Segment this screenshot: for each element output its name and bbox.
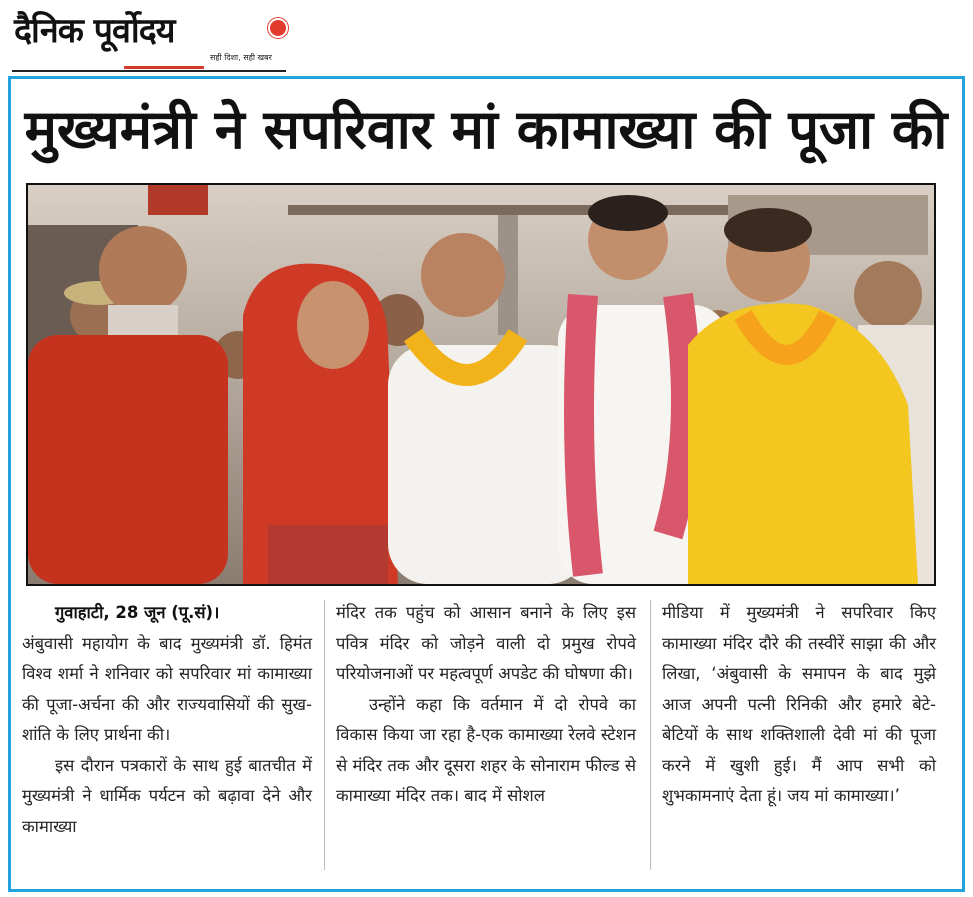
masthead-accent-line [124, 66, 204, 69]
news-photo-icon [28, 185, 934, 584]
paragraph: अंबुवासी महायोग के बाद मुख्यमंत्री डॉ. हिमंत विश्व शर्मा ने शनिवार को सपरिवार मां कामाख्या की पूजा-अर्चना की और राज्यवासियों की सुख-शांति के लिए प्रार्थना की। [22, 633, 312, 744]
paragraph: इस दौरान पत्रकारों के साथ हुई बातचीत में मुख्यमंत्री ने धार्मिक पर्यटन को बढ़ावा देने और कामाख्या [22, 755, 312, 836]
article-column-2 [336, 598, 636, 812]
paragraph: मीडिया में मुख्यमंत्री ने सपरिवार किए कामाख्या मंदिर दौरे की तस्वीरें साझा की और लिखा, ‘अंबुवासी के समापन के बाद मुझे आज अपनी पत्नी रिनिकी और हमारे बेटे-बेटियों के साथ शक्तिशाली देवी मां की पूजा करने में खुशी हुई। मैं आप सभी को शुभकामनाएं देता हूं। जय मां कामाख्या।’ [662, 603, 936, 805]
column-divider [650, 600, 651, 870]
paragraph: उन्होंने कहा कि वर्तमान में दो रोपवे का विकास किया जा रहा है-एक कामाख्या रेलवे स्टेशन से मंदिर तक और दूसरा शहर के सोनाराम फील्ड से कामाख्या मंदिर तक। बाद में सोशल [336, 694, 636, 805]
column-divider [324, 600, 325, 870]
dateline-text: गुवाहाटी, 28 जून (पू.सं)। [55, 603, 220, 622]
paragraph: मंदिर तक पहुंच को आसान बनाने के लिए इस पवित्र मंदिर को जोड़ने वाली दो प्रमुख रोपवे परियोजनाओं पर महत्वपूर्ण अपडेट की घोषणा की। [336, 603, 636, 683]
article-column-3 [662, 598, 936, 812]
dateline [22, 598, 312, 629]
masthead-logo: दैनिक पूर्वोदय [14, 11, 175, 51]
masthead-rule [12, 70, 286, 72]
article-column-1 [22, 598, 312, 842]
article-headline: मुख्यमंत्री ने सपरिवार मां कामाख्या की पूजा की [24, 98, 948, 161]
masthead [12, 6, 287, 68]
article-photo [26, 183, 936, 586]
logo-dot-icon [268, 18, 288, 38]
masthead-tagline: सही दिशा, सही खबर [210, 53, 272, 62]
